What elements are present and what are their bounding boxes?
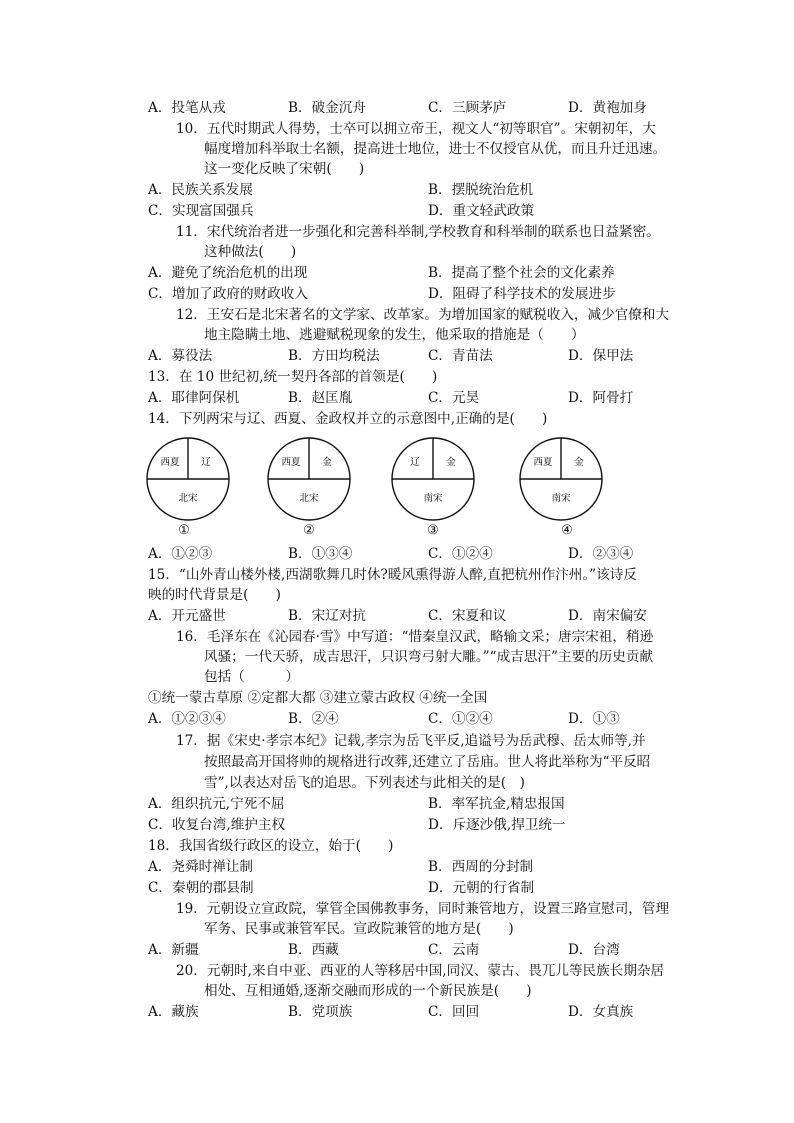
q9-option-d[interactable]: D．黄袍加身 [568, 100, 647, 116]
q17-stem-line: 雪”,以表达对岳飞的追思。下列表述与此相关的是( ) [204, 775, 525, 791]
q20-option-d[interactable]: D．女真族 [568, 1004, 634, 1020]
q11-stem-line: 11．宋代统治者进一步强化和完善科举制,学校教育和科举制的联系也日益紧密。 [176, 224, 660, 240]
q18-option-c[interactable]: C．秦朝的郡县制 [148, 880, 254, 896]
q18-stem-line: 18．我国省级行政区的设立，始于( ) [148, 838, 394, 854]
q11-option-b[interactable]: B．提高了整个社会的文化素养 [428, 265, 615, 281]
q14-option-a[interactable]: A．①②③ [148, 546, 213, 562]
q16-stem-line: 风骚；一代天骄，成吉思汗，只识弯弓射大雕。”“成吉思汗”主要的历史贡献 [204, 649, 654, 665]
q19-option-c[interactable]: C．云南 [428, 942, 480, 958]
q12-option-d[interactable]: D．保甲法 [568, 348, 634, 364]
q16-option-a[interactable]: A．①②③④ [148, 711, 226, 727]
diagram-1 [146, 437, 230, 521]
q12-option-b[interactable]: B．方田均税法 [288, 348, 380, 364]
diagram-4-top-right: 金 [574, 457, 584, 468]
q10-option-d[interactable]: D．重文轻武政策 [428, 203, 535, 219]
q19-option-a[interactable]: A．新疆 [148, 942, 199, 958]
q15-option-b[interactable]: B．宋辽对抗 [288, 608, 366, 624]
diagram-2-number: ② [303, 523, 315, 538]
q17-option-d[interactable]: D．斥逐沙俄,捍卫统一 [428, 817, 566, 833]
diagram-4-number: ④ [561, 523, 573, 538]
q13-stem-line: 13．在 10 世纪初,统一契丹各部的首领是( ) [148, 369, 438, 385]
q12-stem-line: 地主隐瞒土地、逃避赋税现象的发生，他采取的措施是（ ） [204, 327, 585, 343]
q16-option-b[interactable]: B．②④ [288, 711, 339, 727]
diagram-3-number: ③ [427, 523, 439, 538]
q18-option-d[interactable]: D．元朝的行省制 [428, 880, 535, 896]
q12-option-c[interactable]: C．青苗法 [428, 348, 493, 364]
q11-stem-line: 这种做法( ) [204, 244, 297, 260]
diagram-3-bottom: 南宋 [423, 493, 443, 504]
q15-option-a[interactable]: A．开元盛世 [148, 608, 226, 624]
q19-option-b[interactable]: B．西藏 [288, 942, 339, 958]
diagram-1-top-left: 西夏 [160, 457, 180, 468]
q11-option-c[interactable]: C．增加了政府的财政收入 [148, 286, 308, 302]
q13-option-a[interactable]: A．耶律阿保机 [148, 390, 240, 406]
q14-option-c[interactable]: C．①②④ [428, 546, 493, 562]
q18-option-a[interactable]: A．尧舜时禅让制 [148, 859, 253, 875]
q20-option-a[interactable]: A．藏族 [148, 1004, 199, 1020]
diagram-2-top-left: 西夏 [281, 457, 301, 468]
q10-option-b[interactable]: B．摆脱统治危机 [428, 182, 534, 198]
diagram-1-bottom: 北宋 [178, 493, 198, 504]
q18-option-b[interactable]: B．西周的分封制 [428, 859, 534, 875]
q15-stem-line: 映的时代背景是( ) [148, 587, 281, 603]
q11-option-d[interactable]: D．阻碍了科学技术的发展进步 [428, 286, 616, 302]
q20-option-c[interactable]: C．回回 [428, 1004, 480, 1020]
q10-stem-line: 10．五代时期武人得势，士卒可以拥立帝王，视文人“初等职官”。宋朝初年，大 [176, 121, 656, 137]
diagram-3 [391, 437, 475, 521]
diagram-2-top-right: 金 [322, 457, 332, 468]
q20-stem-line: 相处、互相通婚,逐渐交融而形成的一个新民族是( ) [204, 983, 532, 999]
diagram-1-top-right: 辽 [201, 457, 211, 468]
diagram-4-bottom: 南宋 [551, 493, 571, 504]
q20-option-b[interactable]: B．党项族 [288, 1004, 353, 1020]
q16-option-c[interactable]: C．①②④ [428, 711, 493, 727]
q17-stem-line: 按照最高开国将帅的规格进行改葬,还建立了岳庙。世人将此举称为“平反昭 [204, 754, 651, 770]
q16-choices-line: ①统一蒙古草原 ②定都大都 ③建立蒙古政权 ④统一全国 [148, 690, 488, 706]
q15-option-c[interactable]: C．宋夏和议 [428, 608, 507, 624]
q10-option-c[interactable]: C．实现富国强兵 [148, 203, 254, 219]
q16-stem-line: 包括（ ） [204, 669, 300, 685]
q16-option-d[interactable]: D．①③ [568, 711, 620, 727]
q14-stem-line: 14．下列两宋与辽、西夏、金政权并立的示意图中,正确的是( ) [148, 411, 548, 427]
q14-option-d[interactable]: D．②③④ [568, 546, 634, 562]
q15-stem-line: 15．“山外青山楼外楼,西湖歌舞几时休?暖风熏得游人醉,直把杭州作汴州。”该诗反 [148, 567, 637, 583]
q20-stem-line: 20．元朝时,来自中亚、西亚的人等移居中国,同汉、蒙古、畏兀儿等民族长期杂居 [176, 963, 665, 979]
diagram-1-number: ① [178, 523, 190, 538]
q12-option-a[interactable]: A．募役法 [148, 348, 213, 364]
q17-option-c[interactable]: C．收复台湾,维护主权 [148, 817, 286, 833]
diagram-2 [267, 437, 351, 521]
q9-option-a[interactable]: A．投笔从戎 [148, 100, 226, 116]
q19-option-d[interactable]: D．台湾 [568, 942, 620, 958]
diagram-4-top-left: 西夏 [533, 457, 553, 468]
diagram-3-circle [391, 437, 475, 521]
q15-option-d[interactable]: D．南宋偏安 [568, 608, 647, 624]
q10-stem-line: 幅度增加科举取士名额，提高进士地位，进士不仅授官从优，而且升迁迅速。 [204, 141, 667, 157]
q9-option-b[interactable]: B．破金沉舟 [288, 100, 366, 116]
q10-option-a[interactable]: A．民族关系发展 [148, 182, 253, 198]
q13-option-d[interactable]: D．阿骨打 [568, 390, 634, 406]
diagram-4-circle [519, 437, 603, 521]
diagram-1-circle [146, 437, 230, 521]
q17-option-a[interactable]: A．组织抗元,宁死不屈 [148, 796, 285, 812]
q13-option-b[interactable]: B．赵匡胤 [288, 390, 353, 406]
q11-option-a[interactable]: A．避免了统治危机的出现 [148, 265, 308, 281]
q19-stem-line: 军务、民事或兼管军民。宣政院兼管的地方是( ) [204, 921, 514, 937]
q17-stem-line: 17．据《宋史·孝宗本纪》记载,孝宗为岳飞平反,追谥号为岳武穆、岳太师等,并 [176, 733, 646, 749]
diagram-2-bottom: 北宋 [299, 493, 319, 504]
q19-stem-line: 19．元朝设立宣政院，掌管全国佛教事务，同时兼管地方，设置三路宣慰司，管理 [176, 901, 670, 917]
q12-stem-line: 12．王安石是北宋著名的文学家、改革家。为增加国家的赋税收入，减少官僚和大 [176, 307, 670, 323]
diagram-2-circle [267, 437, 351, 521]
q16-stem-line: 16．毛泽东在《沁园春·雪》中写道：“惜秦皇汉武，略输文采；唐宗宋祖，稍逊 [176, 629, 654, 645]
diagram-3-top-left: 辽 [410, 457, 420, 468]
q9-option-c[interactable]: C．三顾茅庐 [428, 100, 507, 116]
diagram-4 [519, 437, 603, 521]
q17-option-b[interactable]: B．率军抗金,精忠报国 [428, 796, 565, 812]
q10-stem-line: 这一变化反映了宋朝( ) [204, 161, 365, 177]
diagram-3-top-right: 金 [446, 457, 456, 468]
q14-option-b[interactable]: B．①③④ [288, 546, 353, 562]
q13-option-c[interactable]: C．元昊 [428, 390, 480, 406]
